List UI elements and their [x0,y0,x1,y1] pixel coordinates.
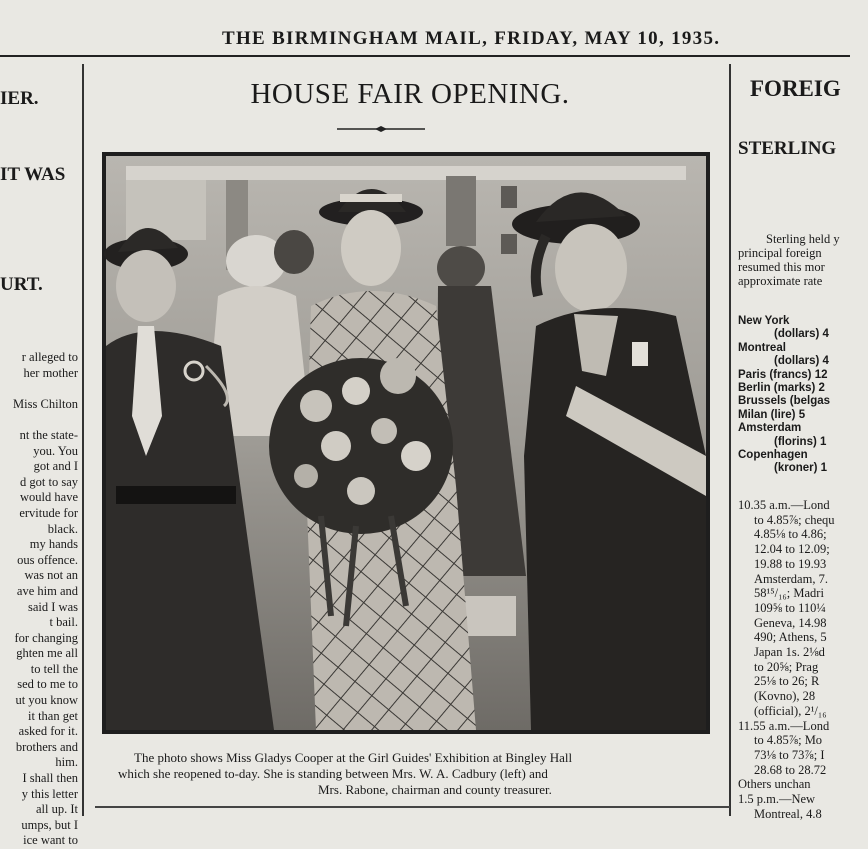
market-report-line: 12.04 to 12.09; [754,542,830,557]
market-report-line: 11.55 a.m.—Lond [738,718,830,733]
caption-line-2: which she reopened to-day. She is standing between Mrs. W. A. Cadbury (left) and [118,766,548,781]
market-report-line: Amsterdam, 7. [754,571,828,586]
left-column-text-line: her mother [23,365,78,380]
market-report-line: Others unchan [738,777,811,792]
left-column-text-line: it than get [28,708,78,723]
rate-label: Amsterdam [738,422,802,435]
rate-value: (florins) 1 [774,435,827,448]
left-column-text-line: Miss Chilton [13,396,78,411]
market-report-line: 58¹⁵/₁₆; Madri [754,586,824,601]
left-column-text-line: umps, but I [21,817,78,832]
left-column-text-line: ave him and [16,583,78,598]
left-column-text-line: was not an [24,568,78,583]
market-report-line: 19.88 to 19.93 [754,556,827,571]
left-column-text-line: got and I [33,459,78,474]
market-report-text [738,498,868,821]
market-report-line: 1.5 p.m.—New [738,792,816,807]
caption-line-3: Mrs. Rabone, chairman and county treasurer. [318,782,552,797]
right-intro-line: resumed this mor [738,260,825,274]
rate-value: (dollars) 4 [774,328,829,341]
left-column-text-line: for changing [14,630,78,645]
market-report-line: 28.68 to 28.72 [754,762,827,777]
left-column-text-line: would have [20,490,78,505]
market-report-line: 25⅛ to 26; R [754,674,820,689]
rate-label: Berlin (marks) 2 [738,382,825,395]
right-intro-line: approximate rate [738,274,823,288]
left-column-text-line: y this letter [21,786,78,801]
market-report-line: 4.85⅛ to 4.86; [754,527,827,542]
headline-ornament [337,126,425,132]
left-column-text-line: him. [55,755,78,770]
photo-caption [118,750,718,798]
left-column-text-line: said I was [28,599,78,614]
right-heading: FOREIG [750,76,841,101]
left-column-text [0,350,78,849]
right-intro-line: Sterling held y [766,232,840,246]
right-column [734,60,850,821]
left-column-text-line: sed to me to [17,677,78,692]
left-column-text-line: ervitude for [19,505,78,520]
column-rule-left [82,64,84,816]
market-report-line: 73⅛ to 73⅞; I [754,747,825,762]
left-column-text-line: ut you know [15,693,78,708]
market-report-line: to 4.85⅞; chequ [754,512,835,527]
right-intro-line: principal foreign [738,246,822,260]
left-column-text-line: ice want to [23,833,78,848]
market-report-line: Montreal, 4.8 [754,806,822,821]
rate-label: Brussels (belgas [738,395,831,408]
left-column-text-line: black. [47,521,78,536]
market-report-line: Geneva, 14.98 [754,615,827,630]
left-column-text-line: to tell the [30,661,78,676]
left-column-text-line: r alleged to [21,350,78,364]
rate-value: (kroner) 1 [774,462,828,475]
article-headline: HOUSE FAIR OPENING. [250,78,570,110]
right-subheading: STERLING [738,138,837,159]
left-column-text-line: ous offence. [17,552,78,567]
market-report-line: Japan 1s. 2⅛d [754,645,825,660]
rate-label: Paris (francs) 12 [738,368,828,381]
market-report-line: 10.35 a.m.—Lond [738,498,830,512]
market-report-line: 490; Athens, 5 [754,630,827,645]
article-bottom-rule [95,806,730,808]
rate-label: Milan (lire) 5 [738,408,806,421]
market-report-line: (Kovno), 28 [754,689,816,704]
market-report-line: to 20⅝; Prag [754,659,819,674]
left-heading-1: IER. [0,88,39,109]
left-column-text-line: t bail. [49,615,78,630]
left-column-text-line: I shall then [22,771,78,786]
left-column-text-line: all up. It [35,802,78,817]
left-column-text-line: asked for it. [18,724,78,739]
masthead-rule [0,55,850,57]
masthead: THE BIRMINGHAM MAIL, FRIDAY, MAY 10, 1935. [222,28,721,49]
left-column [0,60,80,848]
rate-label: New York [738,315,790,327]
left-heading-2: IT WAS [0,164,66,185]
rate-value: (dollars) 4 [774,355,829,368]
market-report-line: (official), 2¹/₁₆ [754,703,827,718]
market-report-line: to 4.85⅞; Mo [754,733,823,748]
exchange-rates-list [738,315,868,476]
left-column-text-line: you. You [33,443,78,458]
photo-illustration [106,156,706,730]
left-heading-3: URT. [0,274,43,295]
left-column-text-line: d got to say [20,474,78,489]
left-column-text-line: ghten me all [16,646,78,661]
column-rule-right [729,64,731,816]
rate-label: Copenhagen [738,449,808,462]
left-column-text-line: nt the state- [19,427,78,442]
left-column-text-line [0,381,78,397]
news-photo [102,152,710,734]
market-report-line: 109⅝ to 110¼ [754,600,826,615]
caption-line-1: The photo shows Miss Gladys Cooper at the Girl Guides' Exhibition at Bingley Hall [134,750,573,765]
right-intro-text [738,232,858,288]
left-column-text-line [0,412,78,428]
left-column-text-line: brothers and [15,739,78,754]
rate-label: Montreal [738,341,786,354]
left-column-text-line: my hands [29,537,78,552]
